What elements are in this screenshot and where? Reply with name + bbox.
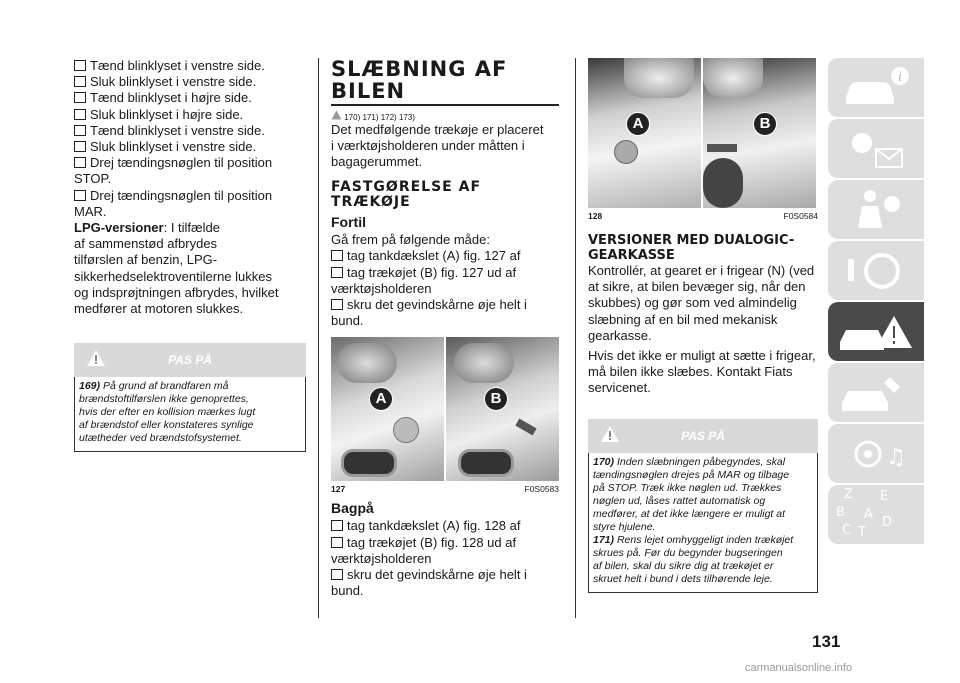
- figure-label-b: B: [753, 112, 777, 136]
- checkbox-icon: [74, 76, 86, 87]
- tab-maintenance[interactable]: [828, 363, 924, 422]
- maintenance-icon: [828, 363, 924, 422]
- heading-rule: [331, 104, 559, 106]
- index-letter: D: [882, 515, 893, 530]
- multimedia-icon: [828, 424, 924, 483]
- figure-caption: [588, 211, 818, 221]
- index-letter: C: [842, 523, 852, 538]
- photo-right: [446, 337, 559, 481]
- text-line: bagagerummet.: [331, 153, 423, 169]
- section-heading: SLÆBNING AF: [331, 57, 508, 81]
- warning-lights-icon: [828, 119, 924, 178]
- text-line: Kontrollér, at gearet er i frigear (N) (ved: [588, 263, 815, 278]
- rear-heading: Bagpå: [331, 500, 374, 517]
- list-item: Tænd blinklyset i venstre side.: [74, 123, 306, 139]
- text-line: at sikre, at bilen bevæger sig, når den: [588, 279, 806, 295]
- list-item: Sluk blinklyset i højre side.: [74, 107, 306, 123]
- list-item: Sluk blinklyset i venstre side.: [74, 139, 306, 155]
- list-item-cont: MAR.: [74, 203, 107, 219]
- subsection-heading: TRÆKØJE: [331, 194, 411, 211]
- emergency-car-icon: [828, 302, 924, 361]
- text-line: gearkasse.: [588, 327, 652, 343]
- figure-label-b: B: [484, 387, 508, 411]
- figure-number: 128: [588, 211, 603, 221]
- text-line: Hvis det ikke er muligt at sætte i frigear,: [588, 348, 816, 364]
- svg-text:i: i: [898, 70, 903, 85]
- warning-header: [588, 419, 818, 453]
- text-line: slæbning af en bil med mekanisk: [588, 311, 778, 327]
- list-item: tag tankdækslet (A) fig. 128 af: [331, 518, 559, 534]
- warning-line: skrues på. Før du begynder bugseringen: [593, 546, 783, 559]
- list-item: Drej tændingsnøglen til position: [74, 155, 306, 171]
- figure-127: [331, 337, 559, 494]
- text-line: skubbes) og gør som ved almindelig: [588, 295, 797, 311]
- warning-header: [74, 343, 306, 377]
- index-letter: A: [864, 507, 873, 522]
- text-line: og indsprøjtningen afbrydes, hvilket: [74, 284, 279, 300]
- tab-warning-lights[interactable]: [828, 119, 924, 178]
- list-item: skru det gevindskårne øje helt i bund.: [331, 296, 527, 329]
- figure-image: [588, 58, 816, 208]
- tab-car-info[interactable]: [828, 58, 924, 117]
- list-item: Drej tændingsnøglen til position: [74, 188, 306, 204]
- text-line: Gå frem på følgende måde:: [331, 232, 490, 248]
- warning-line: medfører, at det ikke længere er muligt at: [593, 507, 785, 520]
- section-heading: VERSIONER MED DUALOGIC-: [588, 233, 795, 248]
- tab-multimedia[interactable]: [828, 424, 924, 483]
- front-heading: Fortil: [331, 214, 366, 231]
- warning-line: hvis der efter en kollision mærkes lugt: [79, 406, 256, 419]
- note-number: 170): [593, 455, 615, 468]
- chapter-sidebar: [828, 58, 924, 546]
- photo-left: [588, 58, 701, 208]
- note-number: 169): [79, 380, 101, 393]
- checkbox-icon: [331, 299, 343, 310]
- section-heading: BILEN: [331, 79, 406, 103]
- checkbox-icon: [74, 60, 86, 71]
- checkbox-icon: [74, 109, 86, 120]
- text-line: servicenet.: [588, 380, 651, 396]
- note-number: 171): [593, 533, 615, 546]
- list-item: tag trækøjet (B) fig. 128 ud af: [331, 535, 559, 551]
- checkbox-icon: [331, 537, 343, 548]
- steering-key-icon: [828, 241, 924, 300]
- warning-line: af bilen, skal du sikre dig at trækøjet er: [593, 559, 774, 572]
- checkbox-icon: [74, 157, 86, 168]
- figure-code: F0S0584: [783, 211, 818, 221]
- safety-airbag-icon: [828, 180, 924, 239]
- list-item-cont: værktøjsholderen: [331, 550, 432, 566]
- warning-block: [74, 343, 306, 452]
- checkbox-icon: [331, 250, 343, 261]
- list-item-cont: STOP.: [74, 171, 112, 187]
- section-heading: GEARKASSE: [588, 248, 675, 263]
- warning-icon: [331, 110, 342, 120]
- photo-left: [331, 337, 444, 481]
- tab-safety[interactable]: [828, 180, 924, 239]
- figure-number: 127: [331, 484, 346, 495]
- figure-caption: [331, 484, 559, 494]
- warning-title: PAS PÅ: [168, 353, 212, 368]
- figure-128: [588, 58, 818, 221]
- warning-body: 169) På grund af brandfaren må brændstoftilførslen ikke genoprettes, hvis der efter en kollision mærkes lugt af brændstof eller konstateres synlige utætheder ved brændstofsystemet.: [74, 377, 306, 452]
- middle-column: [331, 58, 559, 599]
- text-line: i værktøjsholderen under måtten i: [331, 137, 525, 153]
- refs-line: [331, 110, 559, 122]
- checkbox-icon: [74, 92, 86, 103]
- svg-text:♫: ♫: [886, 445, 906, 470]
- figure-code: F0S0583: [524, 484, 559, 495]
- warning-body: 170) Inden slæbningen påbegyndes, skal tændingsnøglen drejes på MAR og tilbage på STOP. Træk ikke nøglen ud. Trækkes nøglen ud, låses rattet automatisk og medfører, at det ikke længere er muligt at styre hjulene. 171) Rens lejet omhyggeligt inden trækøjet skrues på. Før du begynder bugseringen af bilen, skal du sikre dig at trækøjet er skruet helt i bund i dets tilhørende leje.: [588, 453, 818, 593]
- text-line: af sammenstød afbrydes: [74, 236, 218, 252]
- warning-line: tændingsnøglen drejes på MAR og tilbage: [593, 468, 790, 481]
- text-line: sikkerhedselektroventilerne lukkes: [74, 268, 272, 284]
- index-letter: E: [880, 489, 889, 504]
- page-number: 131: [812, 632, 841, 651]
- index-letter: Z: [844, 487, 853, 502]
- column-divider: [575, 58, 576, 618]
- warning-line: af brændstof eller konstateres synlige: [79, 419, 254, 432]
- warning-line: styre hjulene.: [593, 520, 656, 533]
- text-line: må bilen ikke slæbes. Kontakt Fiats: [588, 364, 793, 380]
- lpg-paragraph: LPG-versioner: I tilfælde: [74, 220, 220, 236]
- index-letter: T: [858, 525, 866, 540]
- list-item: Tænd blinklyset i venstre side.: [74, 58, 306, 74]
- text-line: tilførslen af benzin, LPG-: [74, 252, 218, 268]
- checkbox-icon: [331, 267, 343, 278]
- photo-right: [703, 58, 816, 208]
- left-column: [74, 58, 306, 452]
- index-letter: B: [836, 505, 845, 520]
- right-column: [588, 58, 818, 593]
- warning-line: på STOP. Træk ikke nøglen ud. Trækkes: [593, 481, 782, 494]
- warning-title: PAS PÅ: [681, 428, 725, 443]
- figure-image: [331, 337, 559, 481]
- warning-line: skruet helt i bund i dets tilhørende leje.: [593, 572, 773, 585]
- list-item: Tænd blinklyset i højre side.: [74, 90, 306, 106]
- tab-emergency[interactable]: [828, 302, 924, 361]
- warning-block: [588, 419, 818, 593]
- car-info-icon: [828, 58, 924, 117]
- tab-index[interactable]: [828, 485, 924, 544]
- note-refs: 170) 171) 172) 173): [344, 112, 415, 122]
- checkbox-icon: [331, 520, 343, 531]
- text-line: Det medfølgende trækøje er placeret: [331, 121, 544, 137]
- checkbox-icon: [74, 141, 86, 152]
- figure-label-a: A: [369, 387, 393, 411]
- tab-starting-driving[interactable]: [828, 241, 924, 300]
- warning-line: utætheder ved brændstofsystemet.: [79, 432, 242, 445]
- list-item: Sluk blinklyset i venstre side.: [74, 74, 306, 90]
- warning-line: nøglen ud, låses rattet automatisk og: [593, 494, 766, 507]
- footer-watermark: carmanualsonline.info: [745, 662, 853, 674]
- warning-line: brændstoftilførslen ikke genoprettes,: [79, 393, 249, 406]
- list-item: skru det gevindskårne øje helt i bund.: [331, 566, 527, 599]
- checkbox-icon: [74, 125, 86, 136]
- figure-label-a: A: [626, 112, 650, 136]
- column-divider: [318, 58, 319, 618]
- subsection-heading: FASTGØRELSE AF: [331, 179, 482, 196]
- checkbox-icon: [331, 569, 343, 580]
- text-line: medfører at motoren slukkes.: [74, 301, 244, 317]
- lpg-label: LPG-versioner: [74, 220, 164, 236]
- list-item: tag tankdækslet (A) fig. 127 af: [331, 248, 559, 264]
- list-item-cont: værktøjsholderen: [331, 280, 432, 296]
- list-item: tag trækøjet (B) fig. 127 ud af: [331, 265, 559, 281]
- checkbox-icon: [74, 190, 86, 201]
